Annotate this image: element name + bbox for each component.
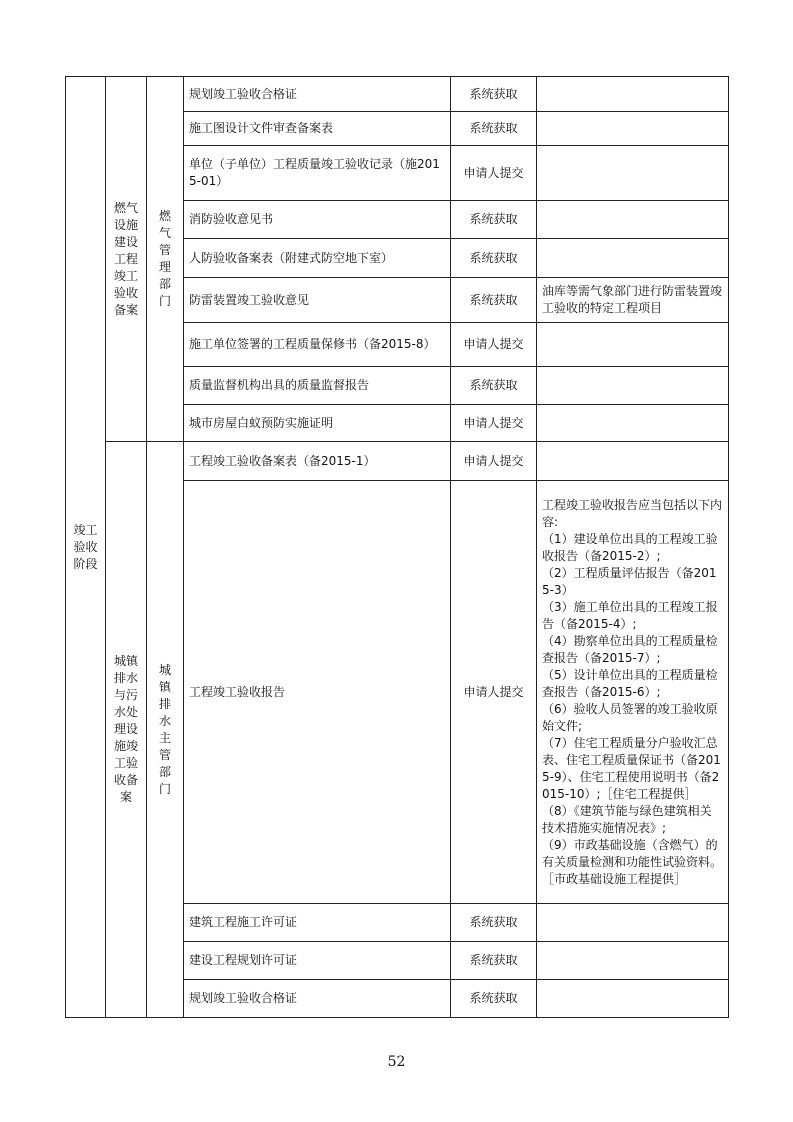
note-line: （8）《建筑节能与绿色建筑相关技术措施实施情况表》; — [542, 803, 712, 835]
note-cell — [537, 239, 729, 278]
method-cell: 申请人提交 — [451, 323, 537, 367]
method-cell: 系统获取 — [451, 77, 537, 112]
material-cell: 建设工程规划许可证 — [184, 942, 451, 980]
note-line: （3）施工单位出具的工程竣工报告（备2015-4）; — [542, 599, 718, 631]
method-cell: 申请人提交 — [451, 405, 537, 442]
water-category-cell: 城镇排水与污水处理设施竣工验收备案 — [106, 442, 147, 1018]
method-cell: 申请人提交 — [451, 442, 537, 481]
stage-cell: 竣工验收阶段 — [66, 77, 106, 1018]
method-cell: 申请人提交 — [451, 146, 537, 201]
method-cell: 系统获取 — [451, 112, 537, 146]
note-cell — [537, 405, 729, 442]
note-cell — [537, 323, 729, 367]
page-number: 52 — [387, 1054, 406, 1070]
note-line: （2）工程质量评估报告（备2015-3） — [542, 565, 717, 597]
note-line: （5）设计单位出具的工程质量检查报告（备2015-6）; — [542, 667, 718, 699]
material-cell: 质量监督机构出具的质量监督报告 — [184, 367, 451, 405]
gas-department-cell: 燃气管理部门 — [147, 77, 184, 442]
method-cell: 系统获取 — [451, 239, 537, 278]
note-line: （1）建设单位出具的工程竣工验收报告（备2015-2）; — [542, 531, 718, 563]
note-cell — [537, 77, 729, 112]
material-cell: 建筑工程施工许可证 — [184, 904, 451, 942]
material-cell: 工程竣工验收报告 — [184, 481, 451, 904]
material-cell: 规划竣工验收合格证 — [184, 77, 451, 112]
material-cell: 城市房屋白蚁预防实施证明 — [184, 405, 451, 442]
note-line: 工程竣工验收报告应当包括以下内容: — [542, 497, 723, 529]
note-cell — [537, 942, 729, 980]
note-cell — [537, 442, 729, 481]
method-cell: 系统获取 — [451, 278, 537, 323]
note-cell — [537, 980, 729, 1018]
material-cell: 消防验收意见书 — [184, 201, 451, 239]
gas-category-cell: 燃气设施建设工程竣工验收备案 — [106, 77, 147, 442]
material-cell: 防雷装置竣工验收意见 — [184, 278, 451, 323]
requirements-table — [65, 76, 729, 1018]
material-cell: 工程竣工验收备案表（备2015-1） — [184, 442, 451, 481]
note-cell: 油库等需气象部门进行防雷装置竣工验收的特定工程项目 — [537, 278, 729, 323]
note-line: （7）住宅工程质量分户验收汇总表、住宅工程质量保证书（备2015-9）、住宅工程使用说明书（备2015-10）;［住宅工程提供］ — [542, 735, 721, 801]
note-cell — [537, 904, 729, 942]
note-cell — [537, 481, 729, 904]
note-cell — [537, 146, 729, 201]
note-cell — [537, 367, 729, 405]
method-cell: 系统获取 — [451, 904, 537, 942]
material-cell: 规划竣工验收合格证 — [184, 980, 451, 1018]
note-cell — [537, 112, 729, 146]
note-cell — [537, 201, 729, 239]
note-line: （6）验收人员签署的竣工验收原始文件; — [542, 701, 718, 733]
material-cell: 单位（子单位）工程质量竣工验收记录（施2015-01） — [184, 146, 451, 201]
method-cell: 系统获取 — [451, 980, 537, 1018]
method-cell: 系统获取 — [451, 367, 537, 405]
method-cell: 系统获取 — [451, 942, 537, 980]
note-line: （9）市政基础设施（含燃气）的有关质量检测和功能性试验资料。［市政基础设施工程提供］ — [542, 837, 723, 886]
table-row — [66, 77, 729, 112]
method-cell: 系统获取 — [451, 201, 537, 239]
material-cell: 施工单位签署的工程质量保修书（备2015-8） — [184, 323, 451, 367]
material-cell: 人防验收备案表（附建式防空地下室） — [184, 239, 451, 278]
water-department-cell: 城镇排水主管部门 — [147, 442, 184, 1018]
note-line: （4）勘察单位出具的工程质量检查报告（备2015-7）; — [542, 633, 718, 665]
table-row — [66, 442, 729, 481]
material-cell: 施工图设计文件审查备案表 — [184, 112, 451, 146]
method-cell: 申请人提交 — [451, 481, 537, 904]
